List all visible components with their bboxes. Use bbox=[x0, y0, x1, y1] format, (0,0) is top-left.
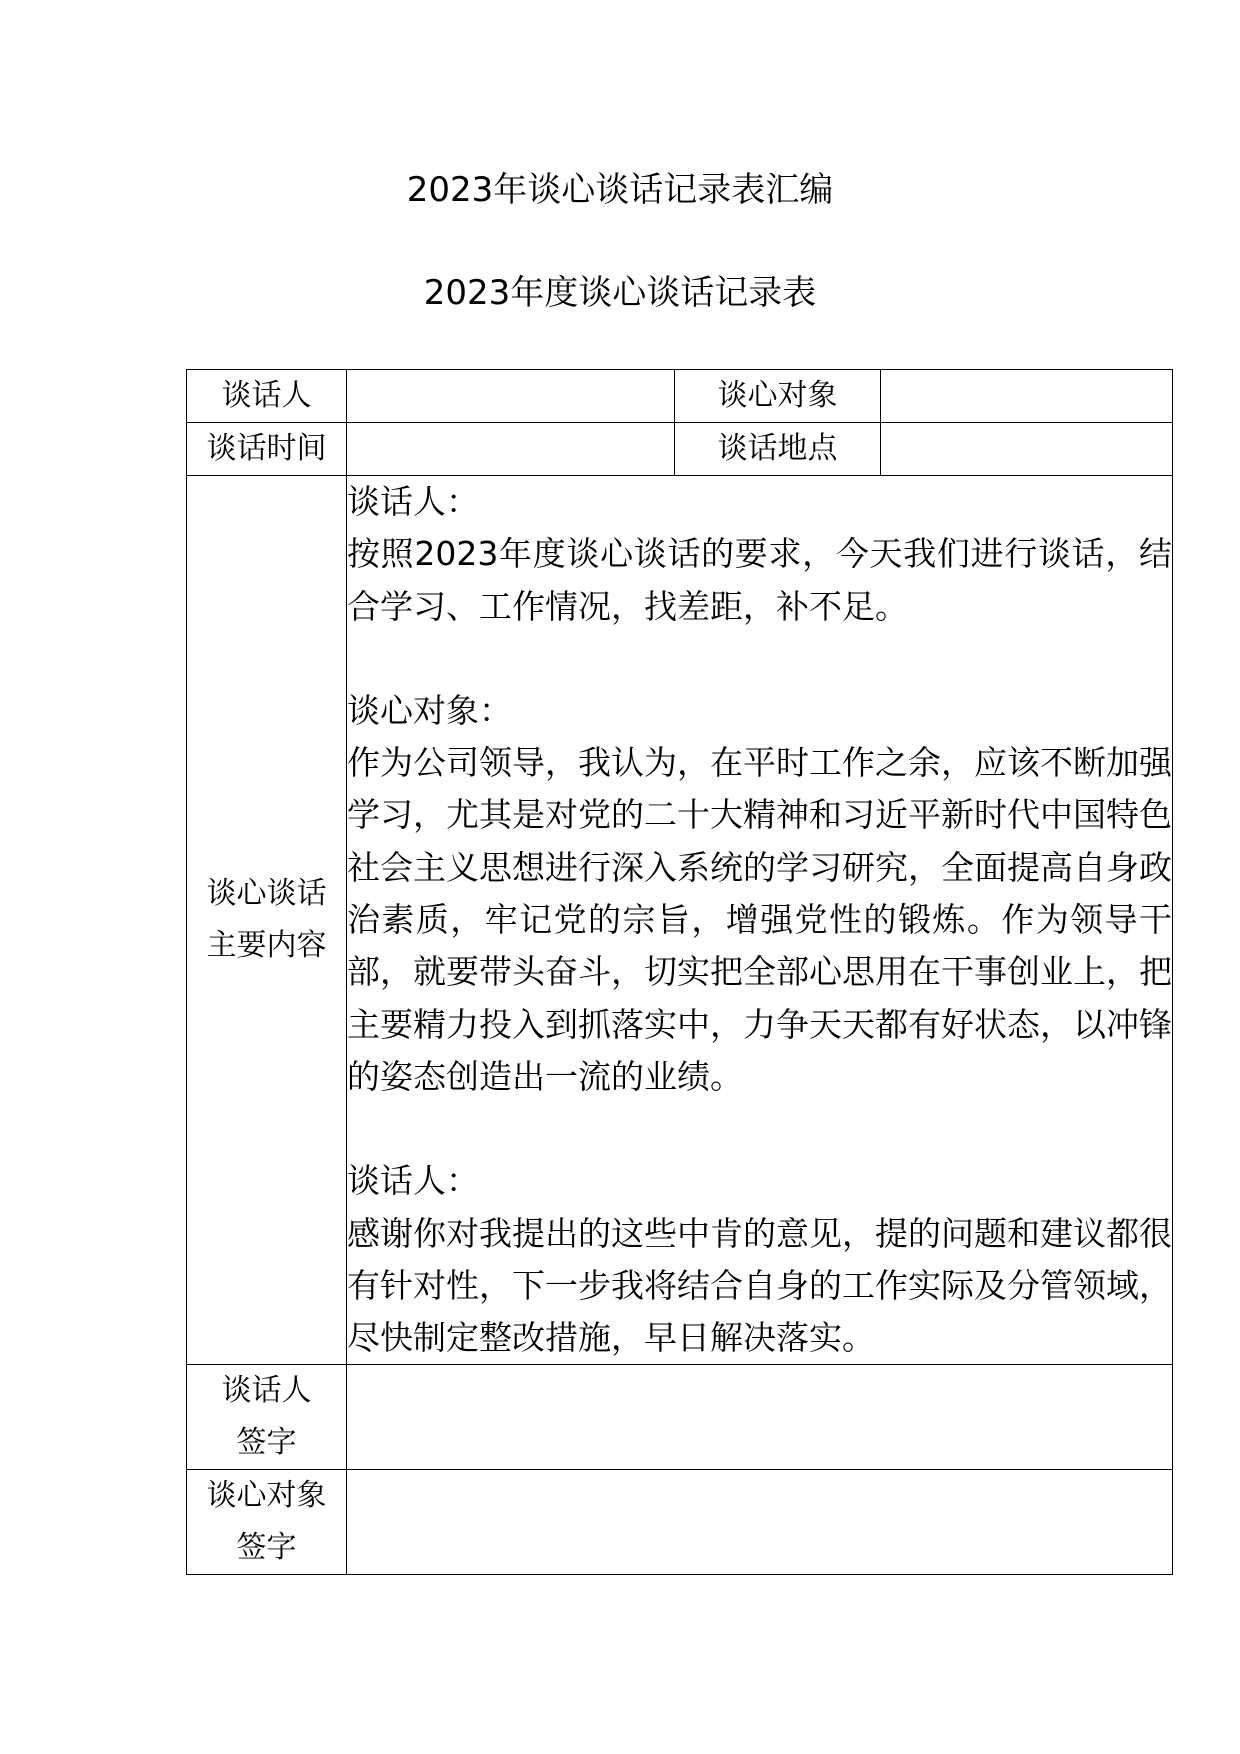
dialogue-entry bbox=[347, 685, 1172, 1103]
interviewer-signature-field[interactable] bbox=[347, 1365, 1173, 1470]
dialogue-speaker: 谈心对象： bbox=[347, 690, 512, 730]
document-sub-title: 2023年度谈心谈话记录表 bbox=[423, 273, 817, 313]
content-field[interactable] bbox=[347, 476, 1173, 1365]
subject-label: 谈心对象 bbox=[675, 370, 881, 423]
dialogue-text: 作为公司领导，我认为，在平时工作之余，应该不断加强学习，尤其是对党的二十大精神和习近平新时代中国特色社会主义思想进行深入系统的学习研究，全面提高自身政治素质，牢记党的宗旨，增强党性的锻炼。作为领导干部，就要带头奋斗，切实把全部心思用在干事创业上，把主要精力投入到抓落实中，力争天天都有好状态，以冲锋的姿态创造出一流的业绩。 bbox=[347, 743, 1172, 1096]
content-label bbox=[187, 476, 347, 1365]
interviewer-sign-label-line1: 谈话人 bbox=[221, 1373, 312, 1409]
dialogue-speaker: 谈话人： bbox=[347, 482, 479, 521]
interviewer-row bbox=[187, 370, 1173, 423]
dialogue-entry bbox=[347, 476, 1172, 633]
time-field[interactable] bbox=[347, 423, 675, 476]
subject-sign-label-line2: 签字 bbox=[236, 1530, 297, 1566]
dialogue-speaker: 谈话人： bbox=[347, 1161, 479, 1201]
subject-field[interactable] bbox=[881, 370, 1173, 423]
subject-sign-label bbox=[187, 1470, 347, 1575]
subject-signature-field[interactable] bbox=[347, 1470, 1173, 1575]
content-row bbox=[187, 476, 1173, 1365]
location-label: 谈话地点 bbox=[675, 423, 881, 476]
dialogue-entry bbox=[347, 1155, 1172, 1364]
dialogue-text: 按照2023年度谈心谈话的要求，今天我们进行谈话，结合学习、工作情况，找差距，补不足。 bbox=[347, 534, 1172, 626]
interviewer-sign-label-line2: 签字 bbox=[236, 1425, 297, 1461]
time-label: 谈话时间 bbox=[187, 423, 347, 476]
document-main-title: 2023年谈心谈话记录表汇编 bbox=[406, 170, 834, 210]
content-label-line2: 主要内容 bbox=[206, 928, 327, 964]
interviewer-field[interactable] bbox=[347, 370, 675, 423]
location-field[interactable] bbox=[881, 423, 1173, 476]
subject-sign-row bbox=[187, 1470, 1173, 1575]
subject-sign-label-line1: 谈心对象 bbox=[206, 1478, 327, 1514]
content-label-line1: 谈心谈话 bbox=[206, 876, 327, 912]
paragraph-gap bbox=[347, 1103, 1172, 1155]
paragraph-gap bbox=[347, 633, 1172, 685]
interviewer-label: 谈话人 bbox=[187, 370, 347, 423]
dialogue-text: 感谢你对我提出的这些中肯的意见，提的问题和建议都很有针对性，下一步我将结合自身的工作实际及分管领域，尽快制定整改措施，早日解决落实。 bbox=[347, 1213, 1172, 1358]
time-location-row bbox=[187, 423, 1173, 476]
talk-record-table bbox=[186, 369, 1173, 1575]
interviewer-sign-label bbox=[187, 1365, 347, 1470]
interviewer-sign-row bbox=[187, 1365, 1173, 1470]
